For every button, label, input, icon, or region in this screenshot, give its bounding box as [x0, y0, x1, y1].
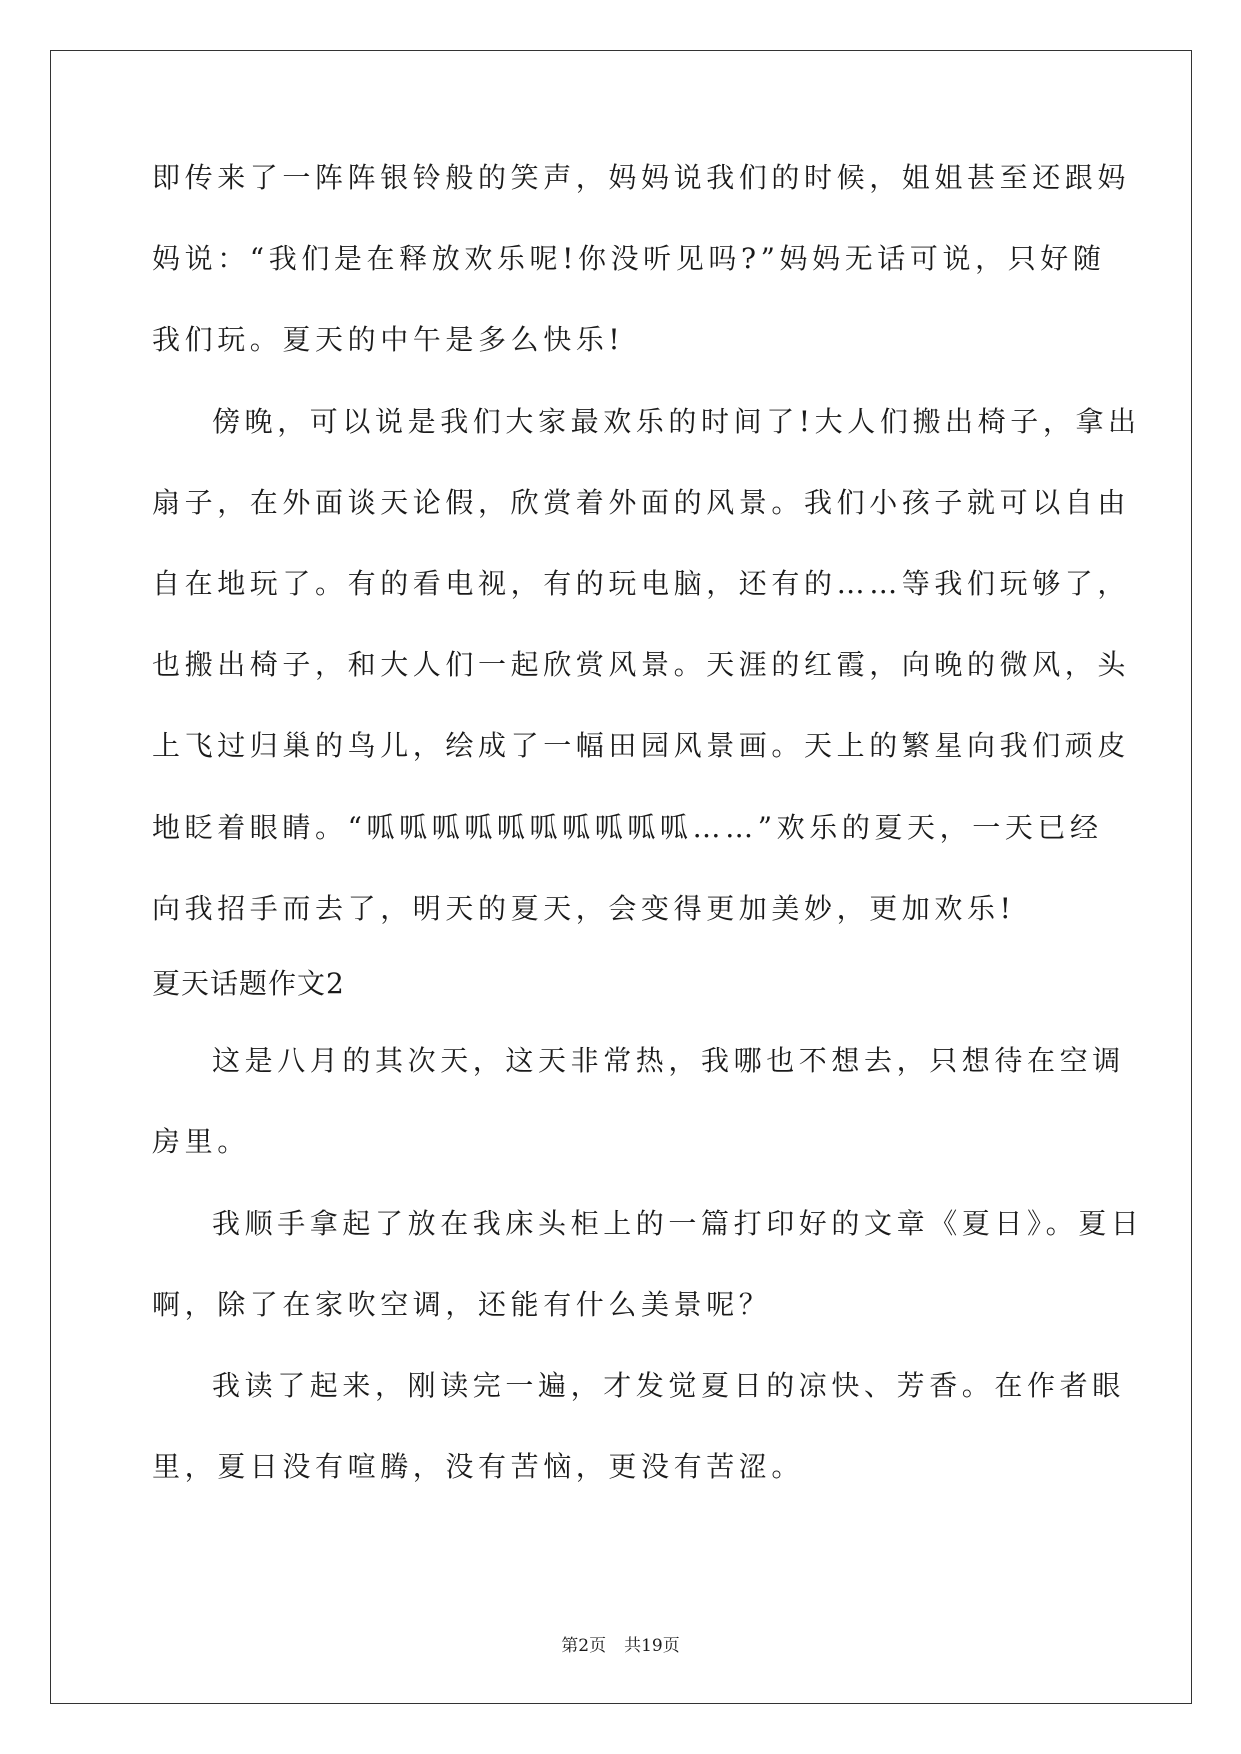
text-line: 妈说：“我们是在释放欢乐呢!你没听见吗?”妈妈无话可说，只好随: [152, 242, 1106, 275]
text-line: 地眨着眼睛。“呱呱呱呱呱呱呱呱呱呱……”欢乐的夏天，一天已经: [152, 811, 1103, 844]
text-line: 向我招手而去了，明天的夏天，会变得更加美妙，更加欢乐!: [152, 892, 1016, 925]
paragraph-first-line: 傍晚，可以说是我们大家最欢乐的时间了!大人们搬出椅子，拿出: [212, 405, 1141, 438]
paragraph-first-line: 我顺手拿起了放在我床头柜上的一篇打印好的文章《夏日》。夏日: [212, 1207, 1144, 1240]
text-line: 里，夏日没有喧腾，没有苦恼，更没有苦涩。: [152, 1450, 805, 1483]
text-line: 上飞过归巢的鸟儿，绘成了一幅田园风景画。天上的繁星向我们顽皮: [152, 729, 1131, 762]
text-line: 也搬出椅子，和大人们一起欣赏风景。天涯的红霞，向晚的微风，头: [152, 648, 1131, 681]
text-line: 啊，除了在家吹空调，还能有什么美景呢？: [152, 1288, 772, 1321]
page-number: 第2页: [561, 1636, 607, 1656]
paragraph-first-line: 这是八月的其次天，这天非常热，我哪也不想去，只想待在空调: [212, 1044, 1125, 1077]
section-heading: 夏天话题作文2: [152, 967, 345, 1000]
text-line: 扇子，在外面谈天论假，欣赏着外面的风景。我们小孩子就可以自由: [152, 486, 1131, 519]
paragraph-first-line: 我读了起来，刚读完一遍，才发觉夏日的凉快、芳香。在作者眼: [212, 1369, 1125, 1402]
text-line: 自在地玩了。有的看电视，有的玩电脑，还有的……等我们玩够了，: [152, 567, 1131, 600]
page-footer: [0, 1634, 1241, 1658]
text-line: 我们玩。夏天的中午是多么快乐!: [152, 323, 625, 356]
page-total: 共19页: [624, 1636, 680, 1656]
text-line: 房里。: [152, 1125, 250, 1158]
text-line: 即传来了一阵阵银铃般的笑声，妈妈说我们的时候，姐姐甚至还跟妈: [152, 161, 1131, 194]
